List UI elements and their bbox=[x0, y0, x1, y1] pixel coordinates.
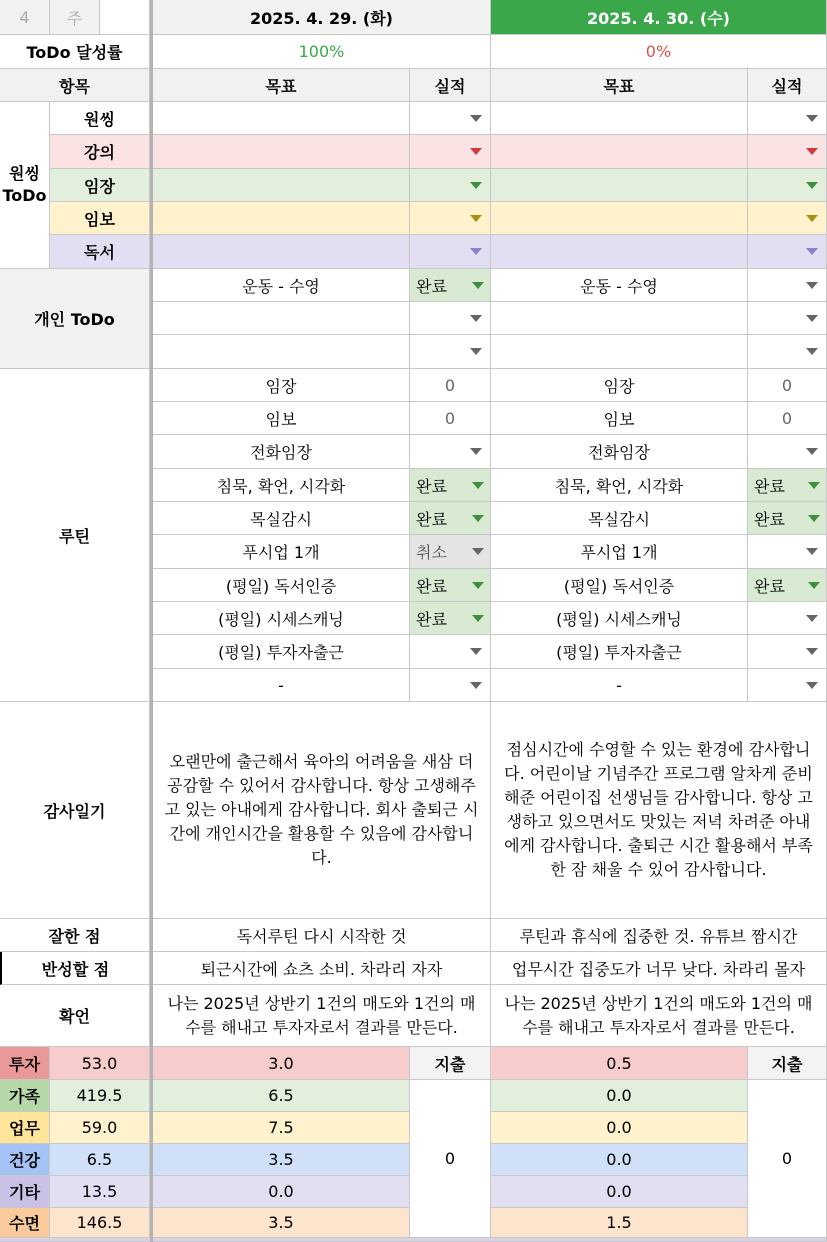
dropdown-arrow-icon[interactable] bbox=[806, 448, 818, 455]
day1-goal-header: 목표 bbox=[153, 69, 410, 102]
day2-personal-goal[interactable] bbox=[491, 302, 748, 335]
dropdown-arrow-icon[interactable] bbox=[806, 648, 818, 655]
day1-routine-goal[interactable]: 푸시업 1개 bbox=[153, 535, 410, 569]
dropdown-arrow-icon[interactable] bbox=[472, 282, 484, 289]
dropdown-arrow-icon[interactable] bbox=[472, 548, 484, 555]
time-total-family[interactable]: 419.5 bbox=[50, 1080, 150, 1112]
day2-routine-goal[interactable]: (평일) 투자자출근 bbox=[491, 635, 748, 669]
dropdown-arrow-icon[interactable] bbox=[470, 248, 482, 255]
day2-reading-result[interactable] bbox=[748, 235, 827, 269]
day2-onesing-result[interactable] bbox=[748, 102, 827, 135]
day1-routine-goal[interactable]: 임장 bbox=[153, 369, 410, 402]
day1-onesing-goal[interactable] bbox=[153, 102, 410, 135]
day1-routine-goal[interactable]: 임보 bbox=[153, 402, 410, 435]
day2-routine-goal[interactable]: 목실감시 bbox=[491, 502, 748, 535]
day1-personal-goal[interactable] bbox=[153, 335, 410, 369]
day2-routine-result[interactable] bbox=[748, 435, 827, 469]
day1-rate[interactable]: 100% bbox=[153, 35, 491, 69]
day1-routine-goal[interactable]: (평일) 투자자출근 bbox=[153, 635, 410, 669]
day1-routine-result[interactable] bbox=[410, 535, 491, 569]
day2-reading-goal[interactable] bbox=[491, 235, 748, 269]
time-label-etc: 기타 bbox=[0, 1176, 50, 1208]
day1-personal-result[interactable] bbox=[410, 302, 491, 335]
status-text: 완료 bbox=[416, 509, 447, 529]
status-text: 완료 bbox=[416, 276, 447, 296]
day1-time-work[interactable]: 7.5 bbox=[153, 1112, 410, 1144]
status-text: 완료 bbox=[754, 476, 785, 496]
day1-routine-goal[interactable]: (평일) 독서인증 bbox=[153, 569, 410, 602]
day1-personal-result[interactable] bbox=[410, 335, 491, 369]
day1-time-invest[interactable]: 3.0 bbox=[153, 1047, 410, 1080]
personal-todo-label: 개인 ToDo bbox=[0, 269, 150, 369]
day2-imjang-goal[interactable] bbox=[491, 169, 748, 202]
day1-routine-result[interactable] bbox=[410, 602, 491, 635]
status-text: 취소 bbox=[416, 543, 447, 562]
day1-routine-goal[interactable]: (평일) 시세스캐닝 bbox=[153, 602, 410, 635]
day2-routine-result[interactable] bbox=[748, 669, 827, 702]
onesing-label-onesing: 원씽 bbox=[50, 102, 150, 135]
item-column-header: 항목 bbox=[0, 69, 150, 102]
day1-routine-goal[interactable]: - bbox=[153, 669, 410, 702]
onesing-label-lecture: 강의 bbox=[50, 135, 150, 169]
day1-routine-result[interactable] bbox=[410, 569, 491, 602]
affirm-label: 확언 bbox=[0, 985, 150, 1047]
day1-imjang-result[interactable] bbox=[410, 169, 491, 202]
day2-routine-result[interactable] bbox=[748, 469, 827, 502]
day2-time-work[interactable]: 0.0 bbox=[491, 1112, 748, 1144]
day2-routine-goal[interactable]: 임장 bbox=[491, 369, 748, 402]
day1-time-family[interactable]: 6.5 bbox=[153, 1080, 410, 1112]
day1-routine-result[interactable]: 0 bbox=[410, 369, 491, 402]
day2-imbo-result[interactable] bbox=[748, 202, 827, 235]
time-total-sleep[interactable]: 146.5 bbox=[50, 1208, 150, 1238]
day2-personal-result[interactable] bbox=[748, 302, 827, 335]
day1-personal-result[interactable] bbox=[410, 269, 491, 302]
day2-routine-result[interactable] bbox=[748, 569, 827, 602]
day1-reading-result[interactable] bbox=[410, 235, 491, 269]
day2-date-header[interactable]: 2025. 4. 30. (수) bbox=[491, 0, 827, 35]
good-label: 잘한 점 bbox=[0, 919, 150, 952]
dropdown-arrow-icon[interactable] bbox=[470, 348, 482, 355]
day1-imjang-goal[interactable] bbox=[153, 169, 410, 202]
dropdown-arrow-icon[interactable] bbox=[470, 148, 482, 155]
day2-routine-goal[interactable]: (평일) 시세스캐닝 bbox=[491, 602, 748, 635]
status-text: 완료 bbox=[754, 576, 785, 596]
day1-good-text[interactable]: 독서루틴 다시 시작한 것 bbox=[153, 919, 491, 952]
day2-imjang-result[interactable] bbox=[748, 169, 827, 202]
day1-routine-goal[interactable]: 목실감시 bbox=[153, 502, 410, 535]
day2-personal-result[interactable] bbox=[748, 269, 827, 302]
day1-date-header[interactable]: 2025. 4. 29. (화) bbox=[153, 0, 491, 35]
week-number-cell[interactable]: 4 bbox=[0, 0, 50, 35]
day2-routine-result[interactable] bbox=[748, 502, 827, 535]
day1-routine-result[interactable] bbox=[410, 635, 491, 669]
dropdown-arrow-icon[interactable] bbox=[470, 448, 482, 455]
day2-expense-label: 지출 bbox=[748, 1047, 827, 1080]
day2-time-invest[interactable]: 0.5 bbox=[491, 1047, 748, 1080]
dropdown-arrow-icon[interactable] bbox=[808, 582, 820, 589]
day1-lecture-goal[interactable] bbox=[153, 135, 410, 169]
time-label-invest: 투자 bbox=[0, 1047, 50, 1080]
day2-imbo-goal[interactable] bbox=[491, 202, 748, 235]
day2-routine-goal[interactable]: - bbox=[491, 669, 748, 702]
day1-gratitude-text[interactable]: 오랜만에 출근해서 육아의 어려움을 새삼 더 공감할 수 있어서 감사합니다. 항상 고생해주고 있는 아내에게 감사합니다. 회사 출퇴근 시간에 개인시간을 활용할 수 있음에 감사합니다. bbox=[153, 702, 491, 919]
dropdown-arrow-icon[interactable] bbox=[806, 548, 818, 555]
day1-lecture-result[interactable] bbox=[410, 135, 491, 169]
time-label-family: 가족 bbox=[0, 1080, 50, 1112]
dropdown-arrow-icon[interactable] bbox=[806, 215, 818, 222]
day2-personal-goal[interactable] bbox=[491, 335, 748, 369]
dropdown-arrow-icon[interactable] bbox=[470, 115, 482, 122]
day2-routine-result[interactable] bbox=[748, 602, 827, 635]
dropdown-arrow-icon[interactable] bbox=[808, 515, 820, 522]
day1-routine-goal[interactable]: 전화임장 bbox=[153, 435, 410, 469]
day2-reflect-text[interactable]: 업무시간 집중도가 너무 낮다. 차라리 몰자 bbox=[491, 952, 827, 985]
day2-routine-goal[interactable]: 전화임장 bbox=[491, 435, 748, 469]
dropdown-arrow-icon[interactable] bbox=[806, 615, 818, 622]
partial-row-cell bbox=[0, 1238, 827, 1242]
day2-expense-value[interactable]: 0 bbox=[748, 1080, 827, 1238]
dropdown-arrow-icon[interactable] bbox=[470, 215, 482, 222]
dropdown-arrow-icon[interactable] bbox=[806, 348, 818, 355]
day2-routine-goal[interactable]: (평일) 독서인증 bbox=[491, 569, 748, 602]
time-label-work: 업무 bbox=[0, 1112, 50, 1144]
dropdown-arrow-icon[interactable] bbox=[806, 182, 818, 189]
dropdown-arrow-icon[interactable] bbox=[470, 648, 482, 655]
time-total-work[interactable]: 59.0 bbox=[50, 1112, 150, 1144]
day1-result-header: 실적 bbox=[410, 69, 491, 102]
day1-routine-goal[interactable]: 침묵, 확언, 시각화 bbox=[153, 469, 410, 502]
reflect-label: 반성할 점 bbox=[0, 952, 150, 985]
day1-time-sleep[interactable]: 3.5 bbox=[153, 1208, 410, 1238]
dropdown-arrow-icon[interactable] bbox=[472, 482, 484, 489]
day2-lecture-result[interactable] bbox=[748, 135, 827, 169]
dropdown-arrow-icon[interactable] bbox=[470, 682, 482, 689]
status-text: 완료 bbox=[416, 576, 447, 596]
day1-routine-result[interactable] bbox=[410, 469, 491, 502]
day2-time-etc[interactable]: 0.0 bbox=[491, 1176, 748, 1208]
time-total-invest[interactable]: 53.0 bbox=[50, 1047, 150, 1080]
day2-gratitude-text[interactable]: 점심시간에 수영할 수 있는 환경에 감사합니다. 어린이날 기념주간 프로그램 알차게 준비해준 어린이집 선생님들 감사합니다. 항상 고생하고 있으면서도 맛있는 저녁 차려준 아내에게 감사합니다. 출퇴근 시간 활용해서 부족한 잠 채울 수 있어 감사합니다. bbox=[491, 702, 827, 919]
day2-routine-result[interactable]: 0 bbox=[748, 369, 827, 402]
time-label-sleep: 수면 bbox=[0, 1208, 50, 1238]
day1-imbo-goal[interactable] bbox=[153, 202, 410, 235]
dropdown-arrow-icon[interactable] bbox=[806, 148, 818, 155]
day2-goal-header: 목표 bbox=[491, 69, 748, 102]
day1-routine-result[interactable] bbox=[410, 435, 491, 469]
day2-time-health[interactable]: 0.0 bbox=[491, 1144, 748, 1176]
day1-reading-goal[interactable] bbox=[153, 235, 410, 269]
onesing-label-imjang: 임장 bbox=[50, 169, 150, 202]
day2-personal-goal[interactable]: 운동 - 수영 bbox=[491, 269, 748, 302]
time-label-health: 건강 bbox=[0, 1144, 50, 1176]
day2-affirm-text[interactable]: 나는 2025년 상반기 1건의 매도와 1건의 매수를 해내고 투자자로서 결과를 만든다. bbox=[491, 985, 827, 1047]
day1-routine-result[interactable] bbox=[410, 669, 491, 702]
day1-reflect-text[interactable]: 퇴근시간에 쇼츠 소비. 차라리 자자 bbox=[153, 952, 491, 985]
status-text: 완료 bbox=[416, 476, 447, 496]
dropdown-arrow-icon[interactable] bbox=[470, 315, 482, 322]
day1-routine-result[interactable] bbox=[410, 502, 491, 535]
dropdown-arrow-icon[interactable] bbox=[806, 282, 818, 289]
blank-header-cell[interactable] bbox=[100, 0, 150, 35]
day1-imbo-result[interactable] bbox=[410, 202, 491, 235]
day1-expense-value[interactable]: 0 bbox=[410, 1080, 491, 1238]
dropdown-arrow-icon[interactable] bbox=[806, 682, 818, 689]
day1-time-health[interactable]: 3.5 bbox=[153, 1144, 410, 1176]
day1-personal-goal[interactable]: 운동 - 수영 bbox=[153, 269, 410, 302]
day1-personal-goal[interactable] bbox=[153, 302, 410, 335]
dropdown-arrow-icon[interactable] bbox=[470, 182, 482, 189]
time-total-etc[interactable]: 13.5 bbox=[50, 1176, 150, 1208]
onesing-group-label: 원씽 ToDo bbox=[0, 102, 50, 269]
dropdown-arrow-icon[interactable] bbox=[472, 615, 484, 622]
status-text: 완료 bbox=[416, 609, 447, 629]
dropdown-arrow-icon[interactable] bbox=[808, 482, 820, 489]
status-text: 완료 bbox=[754, 509, 785, 529]
day2-rate[interactable]: 0% bbox=[491, 35, 827, 69]
day2-routine-goal[interactable]: 임보 bbox=[491, 402, 748, 435]
day2-time-sleep[interactable]: 1.5 bbox=[491, 1208, 748, 1238]
day1-affirm-text[interactable]: 나는 2025년 상반기 1건의 매도와 1건의 매수를 해내고 투자자로서 결과를 만든다. bbox=[153, 985, 491, 1047]
day2-routine-goal[interactable]: 침묵, 확언, 시각화 bbox=[491, 469, 748, 502]
dropdown-arrow-icon[interactable] bbox=[472, 515, 484, 522]
day2-onesing-goal[interactable] bbox=[491, 102, 748, 135]
week-label-cell[interactable]: 주 bbox=[50, 0, 100, 35]
day1-routine-result[interactable]: 0 bbox=[410, 402, 491, 435]
routine-label: 루틴 bbox=[0, 369, 150, 702]
day2-good-text[interactable]: 루틴과 휴식에 집중한 것. 유튜브 짬시간 bbox=[491, 919, 827, 952]
onesing-label-reading: 독서 bbox=[50, 235, 150, 269]
day2-lecture-goal[interactable] bbox=[491, 135, 748, 169]
day1-onesing-result[interactable] bbox=[410, 102, 491, 135]
day1-time-etc[interactable]: 0.0 bbox=[153, 1176, 410, 1208]
day2-routine-goal[interactable]: 푸시업 1개 bbox=[491, 535, 748, 569]
day2-time-family[interactable]: 0.0 bbox=[491, 1080, 748, 1112]
day2-routine-result[interactable] bbox=[748, 535, 827, 569]
frozen-column-divider[interactable] bbox=[150, 0, 153, 1242]
gratitude-label: 감사일기 bbox=[0, 702, 150, 919]
day1-expense-label: 지출 bbox=[410, 1047, 491, 1080]
day2-routine-result[interactable] bbox=[748, 635, 827, 669]
dropdown-arrow-icon[interactable] bbox=[806, 248, 818, 255]
onesing-label-imbo: 임보 bbox=[50, 202, 150, 235]
dropdown-arrow-icon[interactable] bbox=[472, 582, 484, 589]
time-total-health[interactable]: 6.5 bbox=[50, 1144, 150, 1176]
day2-result-header: 실적 bbox=[748, 69, 827, 102]
dropdown-arrow-icon[interactable] bbox=[806, 315, 818, 322]
day2-routine-result[interactable]: 0 bbox=[748, 402, 827, 435]
dropdown-arrow-icon[interactable] bbox=[806, 115, 818, 122]
day2-personal-result[interactable] bbox=[748, 335, 827, 369]
rate-label: ToDo 달성률 bbox=[0, 35, 150, 69]
